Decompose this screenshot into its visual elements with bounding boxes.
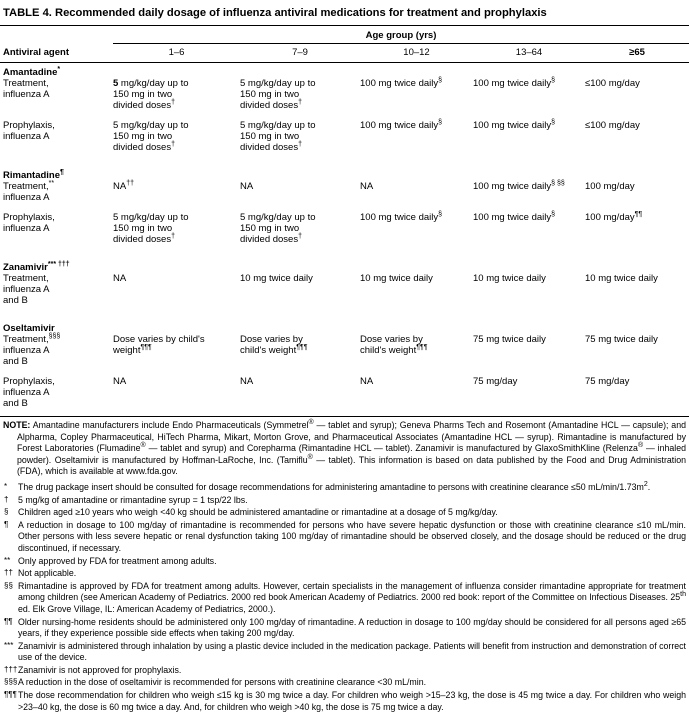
- footnote-marker-sup: †: [171, 98, 176, 106]
- note-label: NOTE:: [3, 420, 31, 430]
- row-label: Prophylaxis, influenza A and B: [3, 376, 55, 409]
- footnote-marker: §§§: [4, 677, 18, 687]
- footnote-marker: †: [4, 494, 9, 504]
- drug-section-row: [0, 162, 689, 181]
- dose-cell: 100 mg twice daily§: [473, 210, 556, 223]
- footnote-marker-sup: ¶¶: [634, 210, 643, 218]
- footnote-marker-sup: *** †††: [47, 260, 70, 268]
- table-row: [0, 78, 689, 120]
- drug-section-header: Amantadine*: [3, 65, 61, 78]
- footnote-marker-sup: §§§: [48, 332, 61, 340]
- dose-cell: NA: [113, 376, 127, 387]
- footnotes: [0, 480, 689, 713]
- dose-cell: 5 mg/kg/day up to 150 mg in two divided doses†: [240, 78, 316, 111]
- footnote-marker-sup: ®: [140, 442, 146, 450]
- footnote-marker: ¶¶¶: [4, 690, 17, 700]
- col-header-age-1-6: 1–6: [113, 44, 240, 63]
- col-header-antiviral-agent: Antiviral agent: [0, 44, 113, 63]
- bold-text: 5: [113, 78, 119, 89]
- dose-cell: 5 mg/kg/day up to 150 mg in two divided doses†: [113, 212, 189, 245]
- drug-section-row: [0, 63, 689, 79]
- footnote-marker: ††: [4, 568, 13, 578]
- footnote-marker-sup: †: [298, 140, 303, 148]
- dose-cell: 10 mg twice daily: [240, 273, 313, 284]
- footnote-marker-sup: §: [551, 118, 556, 126]
- footnote-marker-sup: ¶¶¶: [416, 343, 428, 351]
- dose-cell: 100 mg twice daily§: [360, 118, 443, 131]
- footnote-marker-sup: ®: [308, 419, 314, 427]
- footnote-marker-sup: **: [48, 179, 55, 187]
- footnote: ††† Zanamivir is not approved for prophylaxis.: [4, 664, 182, 675]
- table-header: [0, 26, 689, 63]
- dose-cell: 100 mg/day¶¶: [585, 210, 643, 223]
- dose-cell: 100 mg/day: [585, 181, 635, 192]
- footnote-marker-sup: ¶¶¶: [296, 343, 308, 351]
- footnote-marker-sup: *: [57, 65, 61, 73]
- col-header-age-10-12: 10–12: [360, 44, 473, 63]
- footnote-marker: §: [4, 507, 9, 517]
- footnote-marker-sup: § §§: [551, 179, 565, 187]
- dose-cell: NA: [240, 181, 254, 192]
- drug-section-header: Rimantadine¶: [3, 168, 64, 181]
- footnote: § Children aged ≥10 years who weigh <40 kg should be administered amantadine or rimantadine at a dosage of 5 mg/kg/day.: [4, 507, 498, 518]
- table-title: TABLE 4. Recommended daily dosage of influenza antiviral medications for treatment and prophylaxis: [0, 0, 689, 26]
- dosage-table: [0, 26, 689, 417]
- dose-cell: 75 mg twice daily: [585, 334, 658, 345]
- dose-cell: 100 mg twice daily§: [473, 76, 556, 89]
- dose-cell: 5 mg/kg/day up to 150 mg in two divided doses†: [113, 78, 189, 111]
- footnote-marker: ***: [4, 640, 14, 650]
- footnote-marker-sup: §: [551, 76, 556, 84]
- footnote: * The drug package insert should be consulted for dosage recommendations for administering amantadine to persons with creatinine clearance ≤50 $mL/\min/1.73m^2$.: [4, 481, 651, 492]
- footnote: ** Only approved by FDA for treatment among adults.: [4, 555, 217, 566]
- note: NOTE: Amantadine manufacturers include Endo Pharmaceuticals (Symmetrel® — tablet and syrup); Geneva Pharms Tech and Rosemont (Amantadine HCL — capsule); and Alpharma, Copley Pharmaceutical, HiTech Pharma, Mikart, Morton Grove, and Pharmaceutical Associates (Amantadine HCL — syrup). Rimantadine is manufactured by Forest Laboratories (Flumadine® — tablet and syrup) and Corepharma (Rimantadine HCL — tablet). Zanamivir is manufactured by GlaxoSmithKline (Relenza® — inhaled powder). Oseltamivir is manufactured by Hoffman-LaRoche, Inc. (Tamiflu® — tablet). This information is based on data published by the Food and Drug Administration (FDA), which is available at www.fda.gov.: [3, 419, 686, 477]
- footnote-marker-sup: th: [680, 591, 686, 599]
- dose-cell: Dose varies by child's weight¶¶¶: [113, 334, 205, 356]
- footnote-marker-sup: ®: [637, 442, 644, 450]
- dose-cell: NA: [113, 273, 127, 284]
- row-label: Prophylaxis, influenza A: [3, 212, 55, 234]
- footnote-marker: †††: [4, 664, 18, 674]
- footnote-marker-sup: §: [438, 210, 443, 218]
- footnote: §§ Rimantadine is approved by FDA for treatment among adults. However, certain specialists in the management of influenza consider rimantadine appropriate for treatment among children (see American Academy of Pediatrics. 2000 red book American Academy of Pediatrics. 2000 red book: report of the Committee on Infectious Diseases. 25th ed. Elk Grove Village, IL: American Academy of Pediatrics, 2000.).: [4, 580, 686, 614]
- age-group-header: Age group (yrs): [113, 26, 689, 44]
- dose-cell: NA††: [113, 179, 134, 192]
- drug-section-header: Oseltamivir: [3, 323, 55, 334]
- footnote-marker-sup: §: [551, 210, 556, 218]
- dose-cell: 5 mg/kg/day up to 150 mg in two divided doses†: [240, 212, 316, 245]
- footnote: §§§ A reduction in the dose of oseltamivir is recommended for persons with creatinine clearance <30 mL/min.: [4, 677, 427, 688]
- footnote-marker-sup: §: [438, 118, 443, 126]
- footnote-marker-sup: ®: [307, 453, 313, 461]
- dose-cell: 100 mg twice daily§: [360, 210, 443, 223]
- footnote-marker: ¶: [4, 519, 9, 529]
- drug-section-row: [0, 315, 689, 334]
- col-header-age-13-64: 13–64: [473, 44, 585, 63]
- row-label: Prophylaxis, influenza A: [3, 120, 55, 142]
- dose-cell: 10 mg twice daily: [360, 273, 433, 284]
- footnote-marker-sup: 2: [643, 481, 648, 489]
- footnote-marker-sup: †: [171, 140, 176, 148]
- table-row: [0, 181, 689, 212]
- footnote: ¶¶ Older nursing-home residents should be administered only 100 mg/day of rimantadine. A reduction in dosage to 100 mg/day should be considered for all persons aged ≥65 years, if they experience possible side effects when taking 200 mg/day.: [4, 616, 686, 639]
- dose-cell: NA: [240, 376, 254, 387]
- footnote-marker-sup: †: [298, 232, 303, 240]
- table-row: [0, 273, 689, 315]
- footnote: † 5 mg/kg of amantadine or rimantadine syrup = 1 tsp/22 lbs.: [4, 494, 248, 505]
- table-row: [0, 376, 689, 417]
- footnote-marker-sup: §: [438, 76, 443, 84]
- table-row: [0, 334, 689, 376]
- dose-cell: 10 mg twice daily: [585, 273, 658, 284]
- dose-cell: ≤100 mg/day: [585, 78, 640, 89]
- dose-cell: 100 mg twice daily§ §§: [473, 179, 565, 192]
- row-label: Treatment, influenza A: [3, 78, 50, 100]
- dose-cell: Dose varies by child's weight¶¶¶: [360, 334, 428, 356]
- footnote: †† Not applicable.: [4, 568, 77, 579]
- dose-cell: 5 mg/kg/day up to 150 mg in two divided doses†: [113, 120, 189, 153]
- dose-cell: 10 mg twice daily: [473, 273, 546, 284]
- footnote-marker-sup: †: [298, 98, 303, 106]
- dose-cell: 75 mg twice daily: [473, 334, 546, 345]
- row-label: Treatment, influenza A and B: [3, 273, 50, 306]
- dose-cell: Dose varies by child's weight¶¶¶: [240, 334, 308, 356]
- footnote: ¶¶¶ The dose recommendation for children who weigh ≤15 kg is 30 mg twice a day. For children who weigh >15–23 kg, the dose is 45 mg twice a day. For children who weigh >23–40 kg, the dose is 60 mg twice a day. And, for children who weigh >40 kg, the dose is 75 mg twice a day.: [4, 690, 686, 712]
- empty-corner-cell: [0, 26, 113, 44]
- dose-cell: 75 mg/day: [585, 376, 630, 387]
- footnote: ¶ A reduction in dosage to 100 mg/day of rimantadine is recommended for persons who have severe hepatic dysfunction or those with creatinine clearance ≤10 mL/min. Other persons with less severe hepatic or renal dysfunction taking 100 mg/day of rimantadine should be observed closely, and the dosage should be reduced or the drug discontinued, if necessary.: [4, 519, 686, 553]
- dose-cell: ≤100 mg/day: [585, 120, 640, 131]
- footnote-marker: **: [4, 555, 11, 565]
- footnote-marker-sup: ¶¶¶: [140, 343, 152, 351]
- dose-cell: 5 mg/kg/day up to 150 mg in two divided doses†: [240, 120, 316, 153]
- dose-cell: 100 mg twice daily§: [360, 76, 443, 89]
- footnote-marker: §§: [4, 580, 13, 590]
- column-header-row: [0, 44, 689, 63]
- footnote-marker-sup: †: [171, 232, 176, 240]
- table-row: [0, 212, 689, 254]
- footnote-marker: ¶¶: [4, 616, 13, 626]
- row-label: Treatment,§§§ influenza A and B: [3, 332, 61, 367]
- table-row: [0, 120, 689, 162]
- row-label: Treatment,** influenza A: [3, 179, 55, 203]
- footnote-marker-sup: ¶: [60, 168, 64, 176]
- dose-cell: 100 mg twice daily§: [473, 118, 556, 131]
- footnote: *** Zanamivir is administered through inhalation by using a plastic device included in the medication package. Patients will benefit from instruction and demonstration of correct use of the device.: [4, 640, 686, 663]
- footnote-marker-sup: ††: [126, 179, 134, 187]
- age-group-span-row: [0, 26, 689, 44]
- dose-cell: NA: [360, 376, 374, 387]
- dose-cell: 75 mg/day: [473, 376, 518, 387]
- footnote-marker: *: [4, 481, 8, 491]
- col-header-age-7-9: 7–9: [240, 44, 360, 63]
- col-header-age-65plus: ≥65: [585, 44, 689, 63]
- table-body: [0, 63, 689, 418]
- drug-section-row: [0, 254, 689, 273]
- drug-section-header: Zanamivir*** †††: [3, 260, 70, 273]
- dose-cell: NA: [360, 181, 374, 192]
